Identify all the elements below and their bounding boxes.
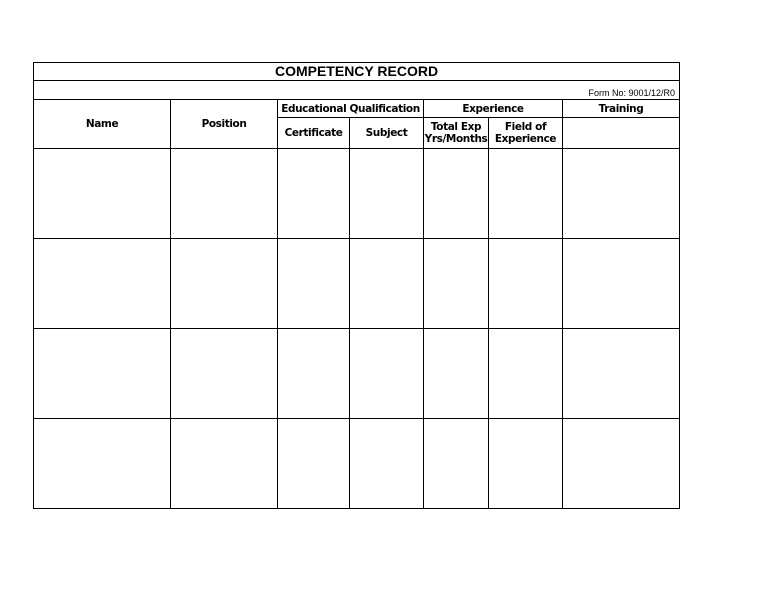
- cell-position: [171, 329, 278, 419]
- cell-position: [171, 149, 278, 239]
- cell-subject: [350, 239, 424, 329]
- cell-training: [563, 239, 680, 329]
- header-subject: Subject: [350, 118, 424, 149]
- table-row: [34, 239, 680, 329]
- header-educational-qualification: Educational Qualification: [278, 100, 424, 118]
- cell-total-exp: [424, 419, 489, 509]
- header-total-exp-line1: Total Exp: [430, 121, 482, 133]
- cell-certificate: [278, 149, 350, 239]
- header-training-blank: [563, 118, 680, 149]
- cell-certificate: [278, 329, 350, 419]
- header-certificate: Certificate: [278, 118, 350, 149]
- cell-field: [489, 239, 563, 329]
- table-row: [34, 419, 680, 509]
- cell-certificate: [278, 419, 350, 509]
- competency-table: [33, 62, 680, 509]
- table-row: [34, 329, 680, 419]
- cell-position: [171, 419, 278, 509]
- title-row: [34, 63, 680, 81]
- cell-name: [34, 419, 171, 509]
- cell-field: [489, 149, 563, 239]
- cell-total-exp: [424, 239, 489, 329]
- cell-total-exp: [424, 149, 489, 239]
- header-row-top: [34, 100, 680, 118]
- header-total-exp: [424, 118, 489, 149]
- competency-record-form: [33, 62, 679, 509]
- cell-subject: [350, 329, 424, 419]
- cell-name: [34, 149, 171, 239]
- cell-subject: [350, 419, 424, 509]
- cell-training: [563, 149, 680, 239]
- cell-name: [34, 239, 171, 329]
- header-field-line1: Field of: [504, 121, 547, 133]
- cell-position: [171, 239, 278, 329]
- table-row: [34, 149, 680, 239]
- header-training: Training: [563, 100, 680, 118]
- form-title: COMPETENCY RECORD: [34, 63, 680, 81]
- header-experience: Experience: [424, 100, 563, 118]
- header-field-line2: Experience: [494, 133, 557, 145]
- form-number-row: [34, 81, 680, 100]
- header-total-exp-line2: Yrs/Months: [424, 133, 488, 145]
- cell-field: [489, 329, 563, 419]
- header-name: Name: [34, 100, 171, 149]
- cell-subject: [350, 149, 424, 239]
- cell-training: [563, 419, 680, 509]
- cell-certificate: [278, 239, 350, 329]
- cell-total-exp: [424, 329, 489, 419]
- cell-training: [563, 329, 680, 419]
- form-number: Form No: 9001/12/R0: [34, 81, 680, 100]
- cell-name: [34, 329, 171, 419]
- header-position: Position: [171, 100, 278, 149]
- header-field-of-experience: [489, 118, 563, 149]
- cell-field: [489, 419, 563, 509]
